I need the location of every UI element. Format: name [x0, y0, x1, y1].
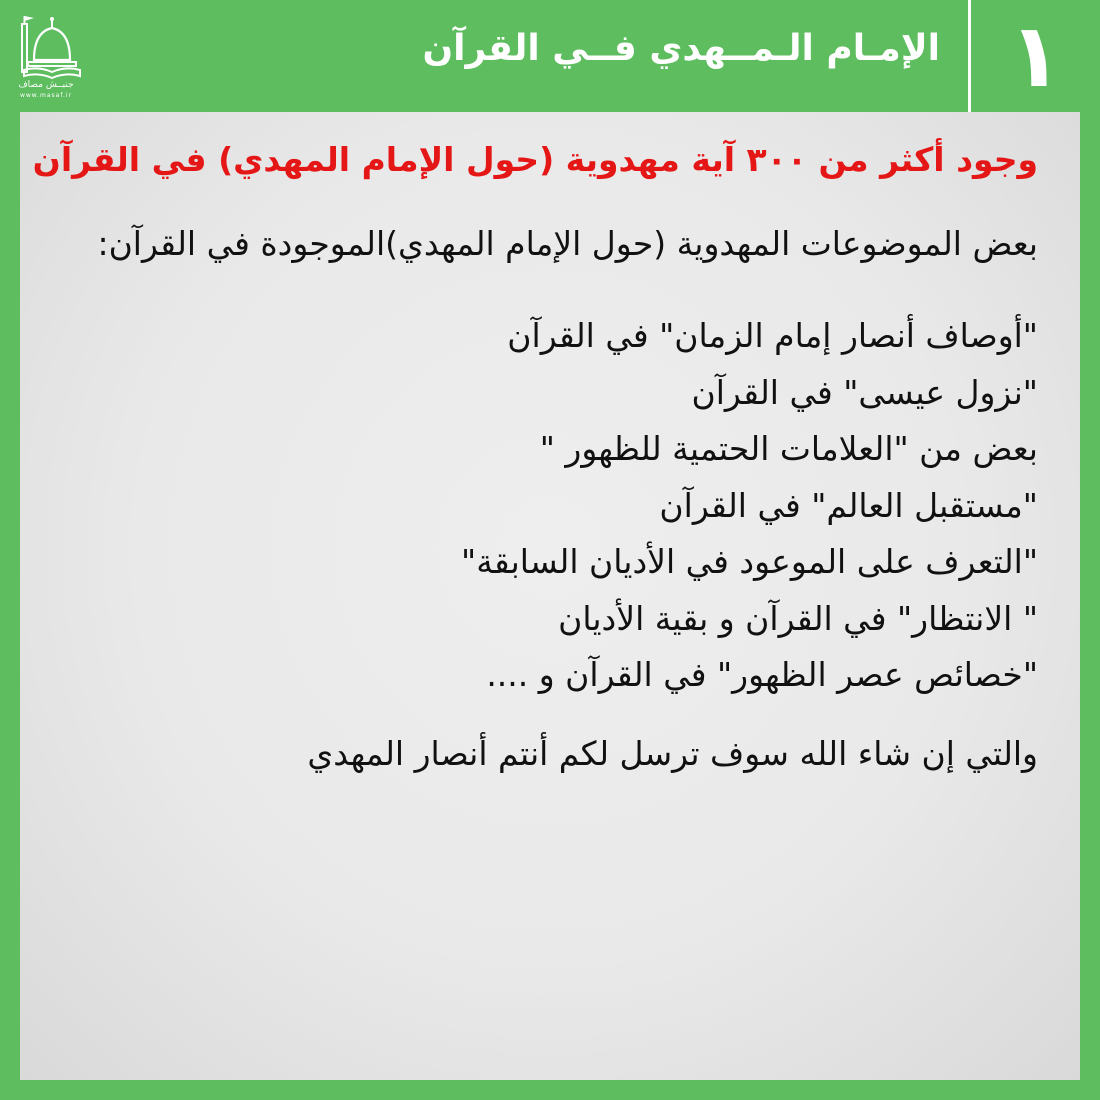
closing-text: والتي إن شاء الله سوف ترسل لكم أنتم أنصار المهدي: [307, 733, 1038, 773]
intro-text: بعض الموضوعات المهدوية (حول الإمام المهدي)الموجودة في القرآن:: [97, 224, 1038, 263]
page-title: الإمـام الـمــهدي فــي القرآن: [422, 28, 940, 69]
headline: وجود أكثر من ٣٠٠ آية مهدوية (حول الإمام المهدي) في القرآن: [32, 140, 1038, 179]
list-item: "خصائص عصر الظهور" في القرآن و ....: [486, 655, 1038, 694]
logo-url: www.masaf.ir: [19, 92, 73, 99]
header-bar: [0, 0, 1100, 112]
list-item: "التعرف على الموعود في الأديان السابقة": [461, 542, 1038, 581]
list-item: "مستقبل العالم" في القرآن: [659, 485, 1038, 525]
content-body: [32, 136, 1038, 778]
list-item: "نزول عيسى" في القرآن: [691, 372, 1038, 412]
list-item: " الانتظار" في القرآن و بقية الأديان: [558, 598, 1038, 638]
list-item: "أوصاف أنصار إمام الزمان" في القرآن: [507, 316, 1038, 355]
list-item: بعض من "العلامات الحتمية للظهور ": [539, 429, 1038, 468]
logo-caption: جنبــش مصاف: [18, 80, 74, 90]
topics-list: [78, 308, 1038, 704]
slide-number: ١: [1008, 4, 1063, 107]
content-panel: [20, 112, 1080, 1080]
